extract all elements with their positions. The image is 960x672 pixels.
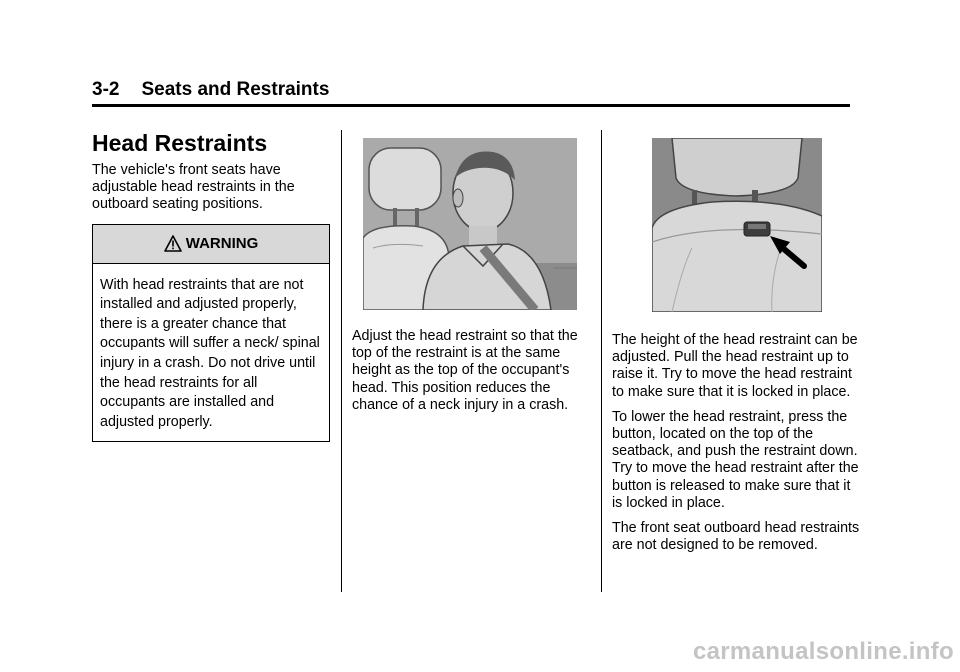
height-paragraph: The height of the head restraint can be adjusted. Pull the head restraint up to raise it. Try to move the head restraint to make sure that it is locked in place. <box>612 332 858 400</box>
warning-header <box>93 225 329 264</box>
column-1 <box>92 128 332 442</box>
section-title: Seats and Restraints <box>141 79 330 100</box>
adjust-paragraph: Adjust the head restraint so that the top of the restraint is at the same height as the top of the occupant's head. This position reduces the chance of a neck injury in a crash. <box>352 328 578 413</box>
warning-text: With head restraints that are not installed and adjusted properly, there is a greater chance that occupants will suffer a neck/ spinal injury in a crash. Do not drive until the head restraints for all occupants are installed and adjusted properly. <box>100 276 320 430</box>
page-number: 3-2 <box>92 79 120 100</box>
warning-label: WARNING <box>185 235 259 253</box>
removal-paragraph: The front seat outboard head restraints are not designed to be removed. <box>612 520 860 554</box>
warning-triangle-icon <box>164 235 182 252</box>
column-2 <box>352 128 584 414</box>
lower-paragraph: To lower the head restraint, press the button, located on the top of the seatback, and push the restraint down. Try to move the head restraint after the button is released to make sure that it is locked in place. <box>612 408 859 511</box>
occupant-head-restraint-illustration <box>363 138 577 310</box>
column-divider-2 <box>601 130 602 592</box>
warning-box <box>92 224 330 443</box>
page-header <box>92 78 850 107</box>
column-3 <box>612 128 862 554</box>
watermark: carmanualsonline.info <box>692 638 954 665</box>
head-restraint-button-illustration <box>652 138 822 312</box>
page-heading: Head Restraints <box>92 130 268 156</box>
column-divider-1 <box>341 130 342 592</box>
intro-paragraph: The vehicle's front seats have adjustable head restraints in the outboard seating positions. <box>92 162 295 213</box>
